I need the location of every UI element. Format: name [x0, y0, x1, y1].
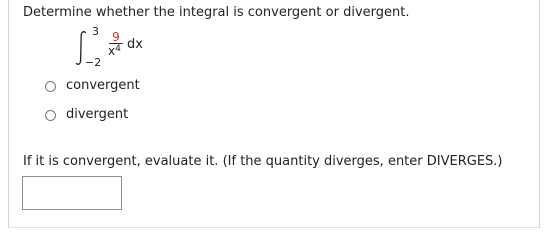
option-convergent[interactable] — [45, 78, 140, 94]
option-divergent[interactable] — [45, 107, 128, 123]
option-convergent-label: convergent — [66, 78, 140, 93]
integral-lower-limit: −2 — [85, 56, 102, 69]
integral-upper-limit: 3 — [92, 25, 99, 38]
answer-input[interactable] — [22, 176, 122, 210]
question-prompt: Determine whether the integral is convergent or divergent. — [23, 5, 410, 20]
integrand-fraction — [108, 31, 124, 58]
integrand-denominator — [108, 44, 124, 58]
denominator-base: x — [108, 44, 116, 58]
radio-divergent[interactable] — [45, 110, 56, 121]
option-divergent-label: divergent — [66, 107, 129, 122]
evaluate-instruction: If it is convergent, evaluate it. (If the quantity diverges, enter DIVERGES.) — [23, 154, 503, 169]
integrand-numerator: 9 — [112, 30, 120, 44]
denominator-exponent: 4 — [115, 44, 121, 54]
integral-differential: dx — [127, 37, 143, 52]
integral-expression — [74, 26, 164, 72]
radio-convergent[interactable] — [45, 81, 56, 92]
